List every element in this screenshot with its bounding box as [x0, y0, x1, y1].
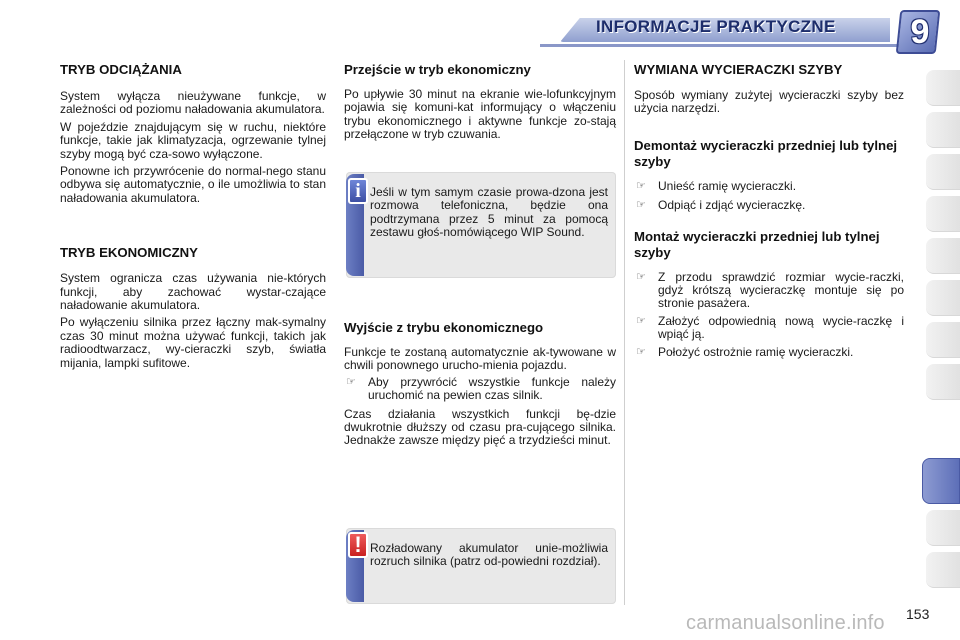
warning-note	[346, 528, 616, 604]
watermark: carmanualsonline.info	[686, 612, 885, 634]
pointing-hand-icon: ☞	[636, 179, 646, 192]
side-tab-8[interactable]	[926, 364, 960, 400]
paragraph: Po wyłączeniu silnika przez łączny mak-symalny czas 30 minut można używać funkcji, takich jak radioodtwarzacz, wy-cieraczki szyb, światła mijania, lampki sufitowe.	[60, 315, 326, 370]
side-tab-4[interactable]	[926, 196, 960, 232]
pointing-hand-icon: ☞	[636, 199, 646, 212]
section-title-wiper-replacement: WYMIANA WYCIERACZKI SZYBY	[634, 62, 843, 77]
side-tab-9-active[interactable]	[922, 458, 960, 504]
header-underline	[540, 44, 915, 47]
pointing-hand-icon: ☞	[346, 375, 356, 388]
column-right	[634, 62, 904, 359]
section-title-wiper-fitting: Montaż wycieraczki przedniej lub tylnej szyby	[634, 228, 880, 260]
list-item-text: Aby przywrócić wszystkie funkcje należy uruchomić na pewien czas silnik.	[368, 374, 616, 403]
paragraph: Funkcje te zostaną automatycznie ak-tywowane w chwili ponownego urucho-mienia pojazdu.	[344, 345, 616, 373]
info-note	[346, 172, 616, 278]
pointing-hand-icon: ☞	[636, 345, 646, 358]
paragraph: Czas działania wszystkich funkcji bę-dzie dwukrotnie dłuższy od czasu pra-cującego silnika. Jednakże zawsze między pięć a trzydzieści minut.	[344, 406, 616, 448]
side-tab-5[interactable]	[926, 238, 960, 274]
side-tab-10[interactable]	[926, 510, 960, 546]
chapter-side-tabs	[926, 70, 960, 590]
page-title: INFORMACJE PRAKTYCZNE	[596, 17, 836, 36]
page-number: 153	[906, 606, 930, 622]
list-item	[634, 315, 904, 342]
paragraph: System ogranicza czas używania nie-których funkcji, aby zachować wystar-czające naładowanie akumulatora.	[60, 271, 326, 313]
side-tab-1[interactable]	[926, 70, 960, 106]
list-item-text: Położyć ostrożnie ramię wycieraczki.	[658, 344, 854, 359]
side-tab-6[interactable]	[926, 280, 960, 316]
list-item	[634, 180, 904, 193]
side-tab-2[interactable]	[926, 112, 960, 148]
list-item-text: Z przodu sprawdzić rozmiar wycie-raczki, gdyż krótszą wycieraczkę montuje się po stronie pasażera.	[658, 269, 904, 311]
list-item-text: Założyć odpowiednią nową wycie-raczkę i wpiąć ją.	[658, 313, 904, 342]
section-title-enter-economy: Przejście w tryb ekonomiczny	[344, 62, 531, 77]
paragraph: Ponowne ich przywrócenie do normal-nego stanu odbywa się automatycznie, o ile umożliwia to stan naładowania akumulatora.	[60, 164, 326, 205]
section-title-exit-economy: Wyjście z trybu ekonomicznego	[344, 320, 544, 335]
section-title-economy-mode: TRYB EKONOMICZNY	[60, 245, 198, 261]
chapter-number: 9	[910, 13, 930, 51]
pointing-hand-icon: ☞	[636, 314, 646, 327]
warning-icon: !	[348, 532, 368, 558]
column-divider	[624, 60, 625, 605]
info-note-text: Jeśli w tym samym czasie prowa-dzona jest rozmowa telefoniczna, będzie ona podtrzymana przez 5 minut za pomocą zestawu głoś-nomówiącego WIP Sound.	[370, 185, 608, 240]
warning-note-text: Rozładowany akumulator unie-możliwia rozruch silnika (patrz od-powiedni rozdział).	[370, 541, 608, 569]
paragraph: System wyłącza nieużywane funkcje, w zależności od poziomu naładowania akumulatora.	[60, 89, 326, 117]
list-item-text: Unieść ramię wycieraczki.	[658, 178, 797, 193]
info-icon: i	[348, 178, 368, 204]
section-title-wiper-removal: Demontaż wycieraczki przedniej lub tylnej szyby	[634, 137, 898, 169]
paragraph: W pojeździe znajdującym się w ruchu, niektóre funkcje, takie jak klimatyzacja, ogrzewanie tylnej szyby mogą być cza-sowo wyłączone.	[60, 119, 326, 161]
section-title-load-shedding: TRYB ODCIĄŻANIA	[60, 62, 182, 77]
column-left	[60, 62, 326, 370]
list-item	[634, 271, 904, 311]
list-item	[634, 199, 904, 212]
paragraph: Po upływie 30 minut na ekranie wie-lofunkcyjnym pojawia się komuni-kat informujący o włączeniu trybu ekonomicznego i aktywne funkcje zo-stają przełączone w tryb czuwania.	[344, 87, 616, 142]
side-tab-11[interactable]	[926, 552, 960, 588]
section-exit-economy	[344, 320, 616, 448]
side-tab-7[interactable]	[926, 322, 960, 358]
list-item	[344, 376, 616, 403]
list-item	[634, 346, 904, 359]
list-item-text: Odpiąć i zdjąć wycieraczkę.	[658, 198, 806, 213]
side-tab-3[interactable]	[926, 154, 960, 190]
pointing-hand-icon: ☞	[636, 270, 646, 283]
paragraph: Sposób wymiany zużytej wycieraczki szyby bez użycia narzędzi.	[634, 88, 904, 116]
column-middle	[344, 62, 616, 142]
